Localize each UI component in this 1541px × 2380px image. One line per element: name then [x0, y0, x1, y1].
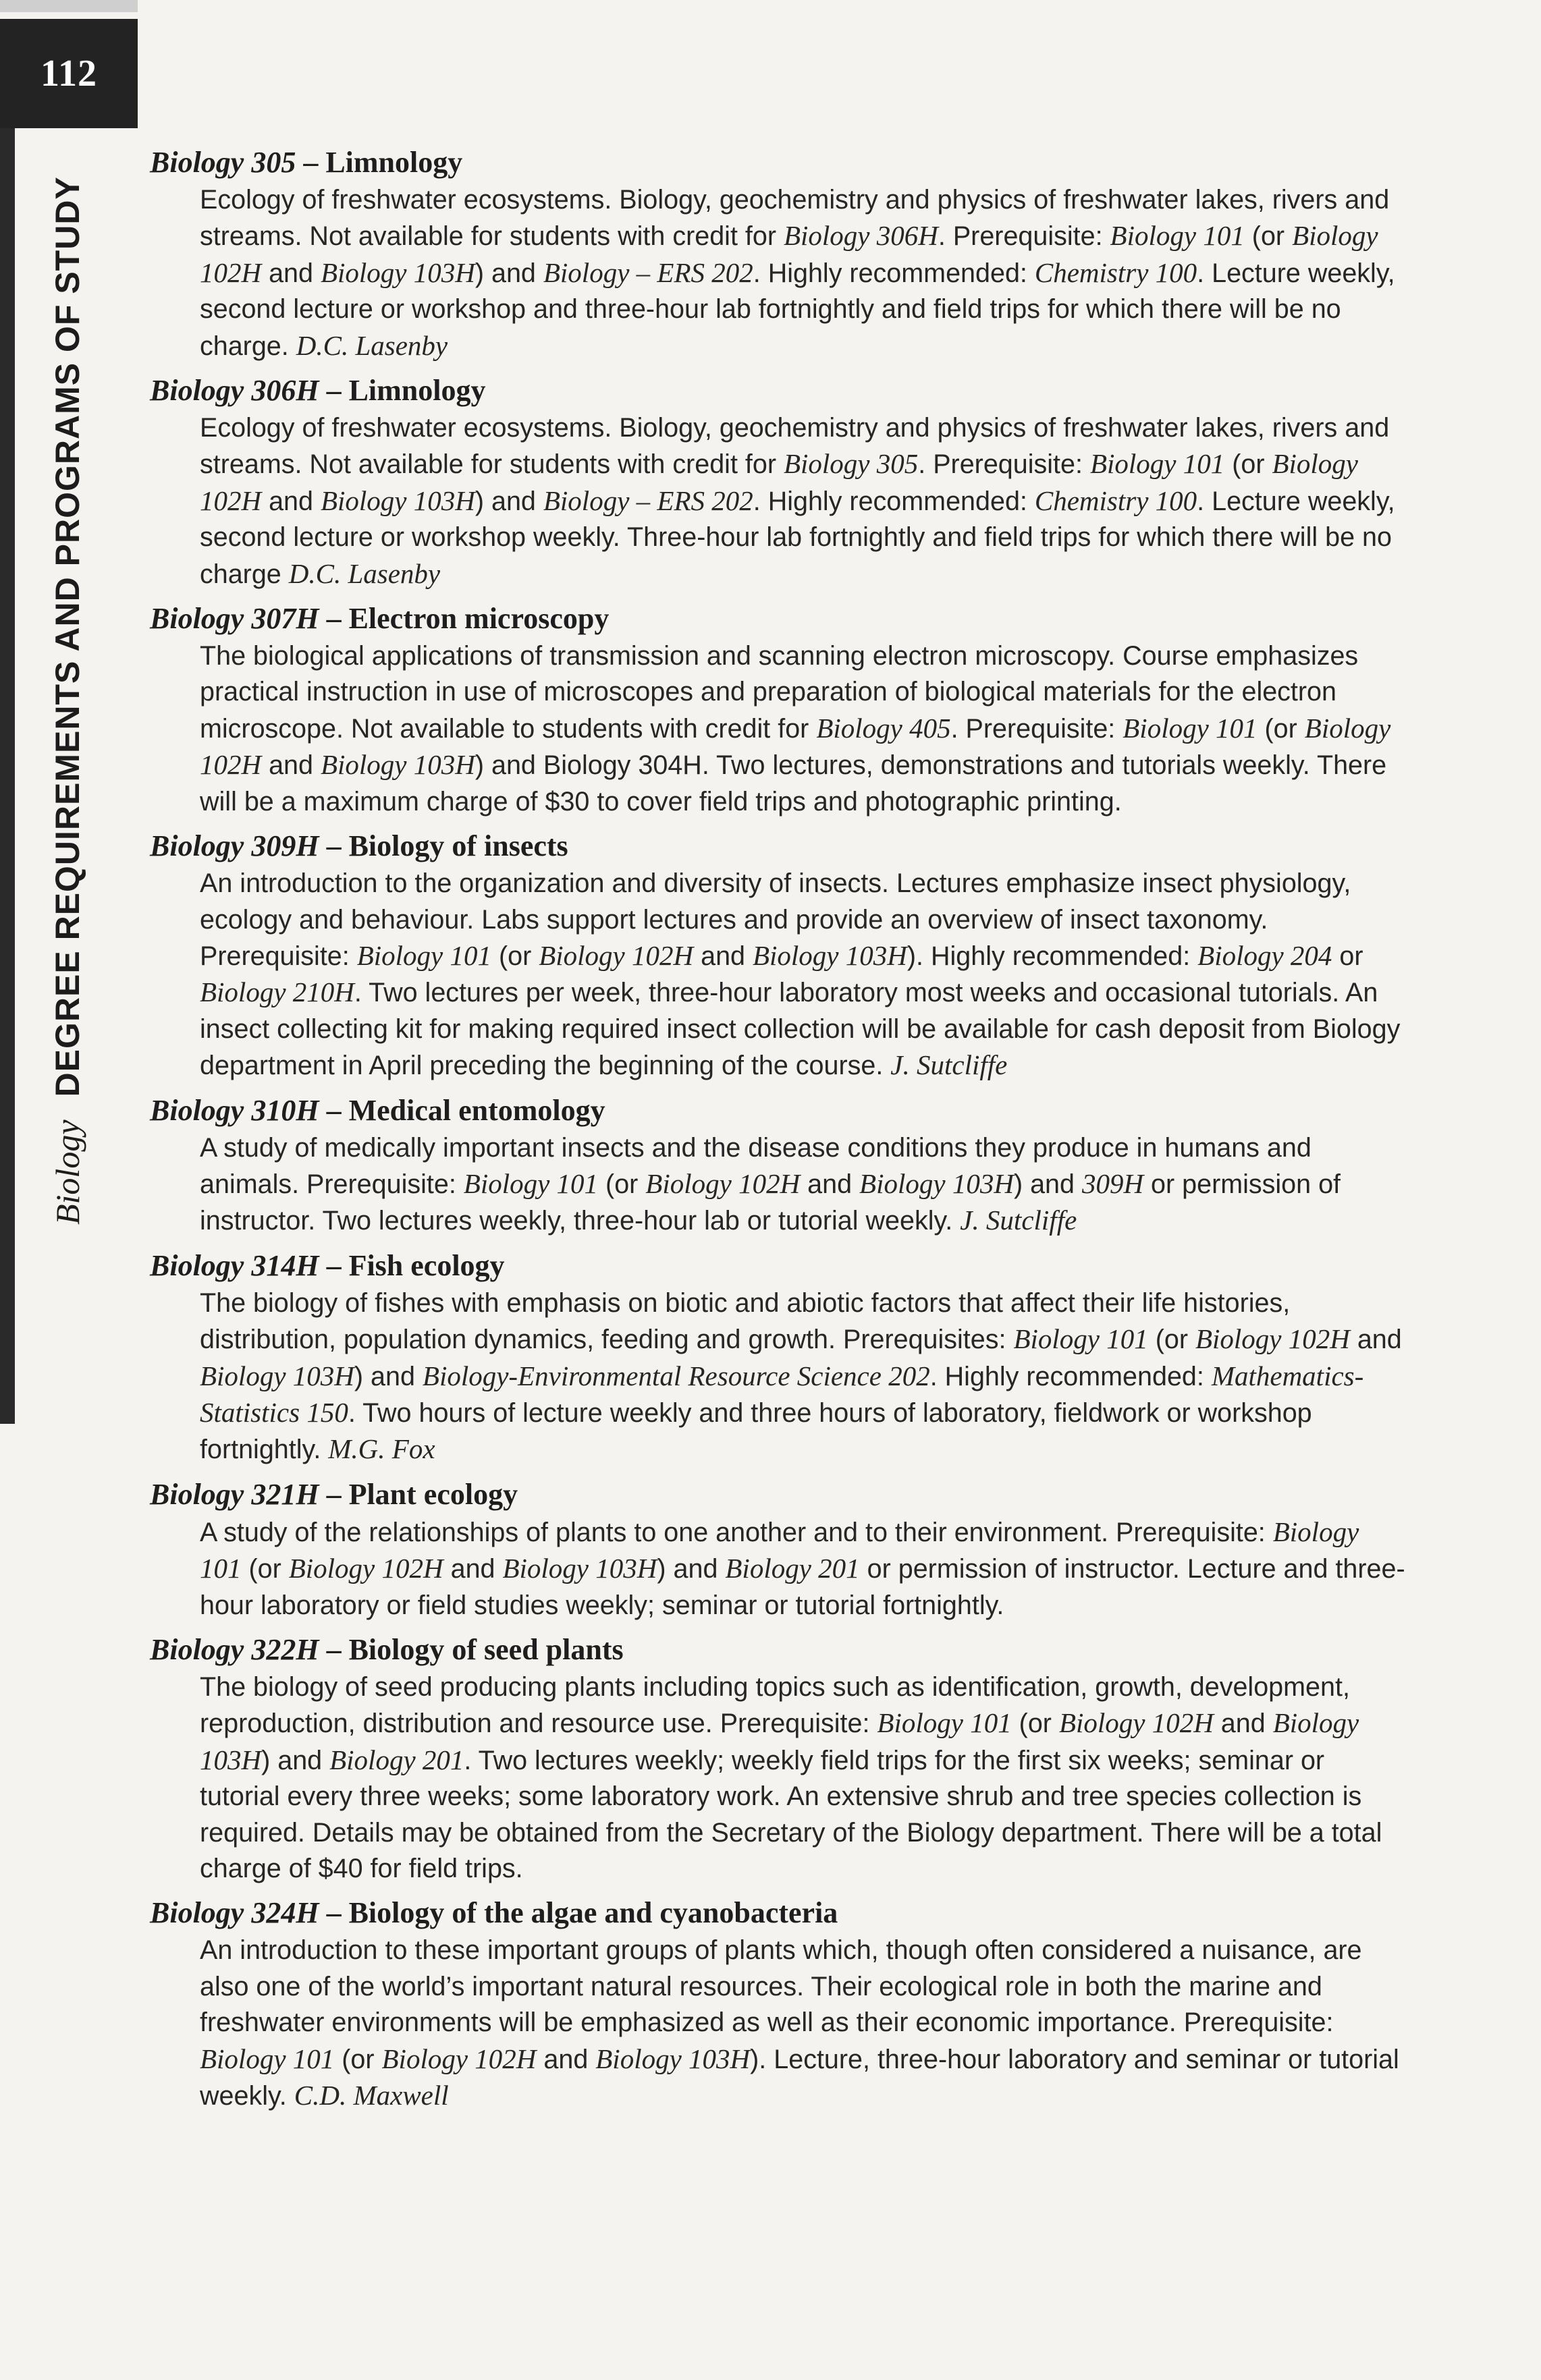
side-title-chapter: DEGREE REQUIREMENTS AND PROGRAMS OF STUDY [49, 176, 86, 1097]
course-code: Biology 309H [150, 829, 319, 863]
course-title [150, 1475, 1405, 1514]
course-title [150, 1893, 1405, 1933]
course-description: Ecology of freshwater ecosystems. Biology, geochemistry and physics of freshwater lakes, rivers and streams. Not available for students with credit for Biology 305. Prerequisite: Biology 101 (or Biology 102H and Biology 103H) and Biology – ERS 202. Highly recommended: Chemistry 100. Lecture weekly, second lecture or workshop weekly. Three-hour lab fortnightly and field trips for which there will be no charge D.C. Lasenby [200, 413, 1395, 589]
course-code: Biology 310H [150, 1093, 319, 1127]
course-entry [150, 827, 1405, 1084]
course-name: Fish ecology [348, 1248, 505, 1282]
course-entry [150, 1475, 1405, 1624]
course-description: Ecology of freshwater ecosystems. Biology, geochemistry and physics of freshwater lakes, rivers and streams. Not available for students with credit for Biology 306H. Prerequisite: Biology 101 (or Biology 102H and Biology 103H) and Biology – ERS 202. Highly recommended: Chemistry 100. Lecture weekly, second lecture or workshop and three-hour lab fortnightly and field trips for which there will be no charge. D.C. Lasenby [200, 185, 1395, 361]
course-description: The biological applications of transmission and scanning electron microscopy. Course emphasizes practical instruction in use of microscopes and preparation of biological materials for the electron microscope. Not available to students with credit for Biology 405. Prerequisite: Biology 101 (or Biology 102H and Biology 103H) and Biology 304H. Two lectures, demonstrations and tutorials weekly. There will be a maximum charge of $30 to cover field trips and photographic printing. [200, 641, 1391, 817]
course-title [150, 143, 1405, 182]
course-entry [150, 1091, 1405, 1240]
side-title [27, 132, 108, 1225]
course-name: Biology of seed plants [348, 1633, 624, 1666]
course-code: Biology 324H [150, 1896, 319, 1930]
course-code: Biology 322H [150, 1633, 319, 1666]
course-title-dash: – [319, 374, 349, 408]
course-name: Plant ecology [348, 1477, 518, 1511]
side-title-section: Biology [49, 1119, 86, 1225]
course-title-dash: – [319, 1093, 349, 1127]
course-code: Biology 314H [150, 1248, 319, 1282]
course-title-dash: – [319, 1896, 349, 1930]
course-code: Biology 307H [150, 602, 319, 636]
course-name: Biology of the algae and cyanobacteria [348, 1896, 838, 1930]
course-title [150, 827, 1405, 866]
course-title [150, 1091, 1405, 1130]
course-code: Biology 306H [150, 374, 319, 408]
course-title-dash: – [319, 1477, 349, 1511]
course-name: Electron microscopy [348, 602, 610, 636]
course-title-dash: – [296, 146, 326, 179]
course-name: Biology of insects [348, 829, 568, 863]
course-list [150, 143, 1405, 2121]
course-name: Limnology [348, 374, 486, 408]
course-entry [150, 1893, 1405, 2114]
side-bar [0, 128, 15, 1424]
course-title-dash: – [319, 602, 349, 636]
page-number: 112 [0, 19, 138, 128]
course-code: Biology 305 [150, 146, 296, 179]
course-entry [150, 599, 1405, 820]
course-entry [150, 1246, 1405, 1468]
course-entry [150, 1630, 1405, 1887]
course-name: Medical entomology [348, 1093, 605, 1127]
course-title-dash: – [319, 1248, 349, 1282]
course-name: Limnology [325, 146, 463, 179]
course-title [150, 1630, 1405, 1669]
course-entry [150, 143, 1405, 364]
course-title [150, 599, 1405, 638]
course-description: An introduction to these important groups of plants which, though often considered a nuisance, are also one of the world’s important natural resources. Their ecological role in both the marine and freshwater environments will be emphasized as well as their economic importance. Prerequisite: Biology 101 (or Biology 102H and Biology 103H). Lecture, three-hour laboratory and seminar or tutorial weekly. C.D. Maxwell [200, 1935, 1399, 2111]
top-strip [0, 0, 138, 12]
course-code: Biology 321H [150, 1477, 319, 1511]
course-entry [150, 371, 1405, 592]
course-description: A study of the relationships of plants to one another and to their environment. Prerequisite: Biology 101 (or Biology 102H and Biology 103H) and Biology 201 or permission of instructor. Lecture and three-hour laboratory or field studies weekly; seminar or tutorial fortnightly. [200, 1516, 1405, 1620]
course-title [150, 371, 1405, 410]
course-description: An introduction to the organization and diversity of insects. Lectures emphasize insect physiology, ecology and behaviour. Labs support lectures and provide an overview of insect taxonomy. Prerequisite: Biology 101 (or Biology 102H and Biology 103H). Highly recommended: Biology 204 or Biology 210H. Two lectures per week, three-hour laboratory most weeks and occasional tutorials. An insect collecting kit for making required insect collection will be available for cash deposit from Biology department in April preceding the beginning of the course. J. Sutcliffe [200, 868, 1401, 1081]
course-description: The biology of fishes with emphasis on biotic and abiotic factors that affect their life histories, distribution, population dynamics, feeding and growth. Prerequisites: Biology 101 (or Biology 102H and Biology 103H) and Biology-Environmental Resource Science 202. Highly recommended: Mathematics-Statistics 150. Two hours of lecture weekly and three hours of laboratory, fieldwork or workshop fortnightly. M.G. Fox [200, 1288, 1402, 1465]
course-title-dash: – [319, 1633, 349, 1666]
course-title-dash: – [319, 829, 349, 863]
course-description: A study of medically important insects and the disease conditions they produce in humans and animals. Prerequisite: Biology 101 (or Biology 102H and Biology 103H) and 309H or permission of instructor. Two lectures weekly, three-hour lab or tutorial weekly. J. Sutcliffe [200, 1132, 1341, 1236]
course-title [150, 1246, 1405, 1285]
course-description: The biology of seed producing plants including topics such as identification, growth, development, reproduction, distribution and resource use. Prerequisite: Biology 101 (or Biology 102H and Biology 103H) and Biology 201. Two lectures weekly; weekly field trips for the first six weeks; seminar or tutorial every three weeks; some laboratory work. An extensive shrub and tree species collection is required. Details may be obtained from the Secretary of the Biology department. There will be a total charge of $40 for field trips. [200, 1672, 1382, 1884]
